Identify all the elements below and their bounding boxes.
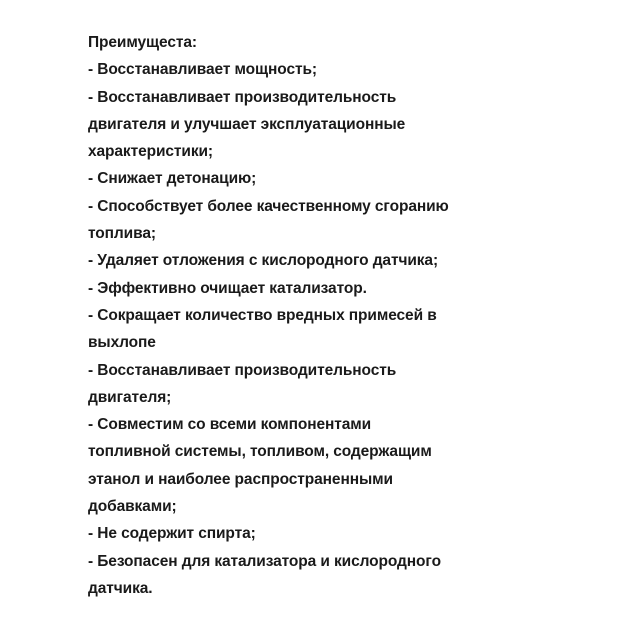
text-line: характеристики;	[88, 143, 213, 161]
text-line: - Восстанавливает производительность	[88, 361, 397, 379]
text-line: - Эффективно очищает катализатор.	[88, 279, 367, 297]
text-line: топлива;	[88, 225, 156, 243]
text-line: двигателя;	[88, 388, 172, 406]
text-line: выхлопе	[88, 334, 156, 352]
text-line: этанол и наиболее распространенными	[88, 470, 393, 488]
text-line: - Восстанавливает мощность;	[88, 61, 317, 79]
text-line: - Удаляет отложения с кислородного датчика;	[88, 252, 439, 270]
document-body	[88, 29, 608, 602]
text-line: - Безопасен для катализатора и кислородного	[88, 552, 441, 570]
text-line: - Совместим со всеми компонентами	[88, 416, 372, 434]
text-line: датчика.	[88, 579, 153, 597]
text-line: добавками;	[88, 498, 177, 516]
text-line: - Не содержит спирта;	[88, 525, 256, 543]
document-heading: Преимущеста:	[88, 34, 197, 51]
text-line: - Снижает детонацию;	[88, 170, 257, 188]
text-line: двигателя и улучшает эксплуатационные	[88, 115, 406, 133]
text-line: - Сокращает количество вредных примесей в	[88, 306, 437, 324]
text-line: топливной системы, топливом, содержащим	[88, 443, 432, 461]
text-line: - Восстанавливает производительность	[88, 88, 397, 106]
text-line: - Способствует более качественному сгоранию	[88, 197, 449, 215]
